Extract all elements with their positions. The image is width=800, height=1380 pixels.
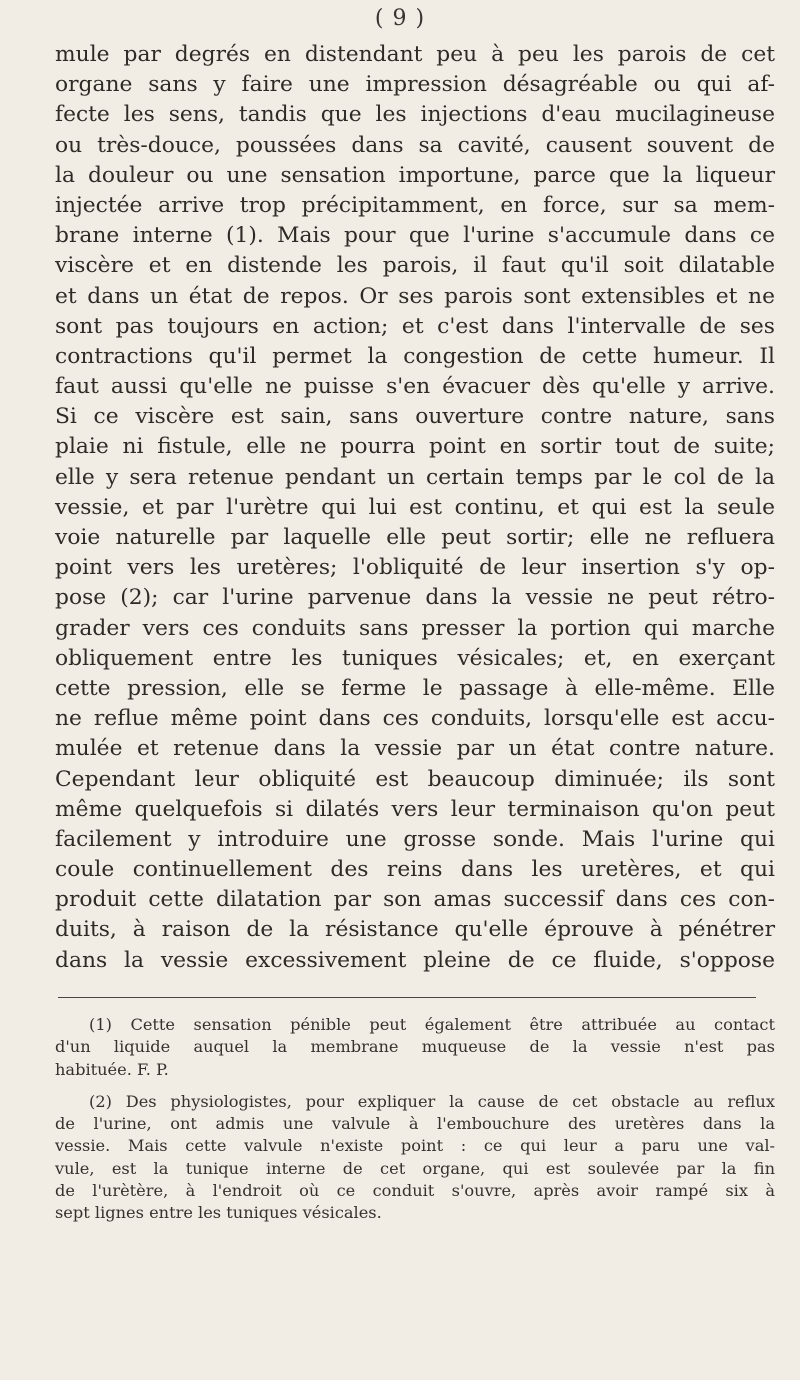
footnote-line: (1) Cette sensation pénible peut également être attribuée au contact [89, 1015, 775, 1034]
body-line: brane interne (1). Mais pour que l'urine s'accumule dans ce [55, 223, 775, 249]
page-number: ( 9 ) [374, 6, 426, 31]
body-line: viscère et en distende les parois, il faut qu'il soit dilatable [55, 253, 775, 279]
body-line: pose (2); car l'urine parvenue dans la vessie ne peut rétro- [55, 585, 775, 611]
body-line: fecte les sens, tandis que les injections d'eau mucilagineuse [55, 102, 775, 128]
body-line: et dans un état de repos. Or ses parois sont extensibles et ne [55, 283, 775, 309]
body-line: injectée arrive trop précipitamment, en force, sur sa mem- [55, 192, 775, 218]
body-line: obliquement entre les tuniques vésicales; et, en exerçant [55, 645, 775, 671]
body-line: même quelquefois si dilatés vers leur terminaison qu'on peut [55, 796, 775, 822]
body-line: Si ce viscère est sain, sans ouverture contre nature, sans [55, 404, 775, 430]
body-line: ne reflue même point dans ces conduits, lorsqu'elle est accu- [55, 706, 775, 732]
footnote-1 [55, 1014, 775, 1081]
footnote-line: vessie. Mais cette valvule n'existe point : ce qui leur a paru une val- [55, 1136, 775, 1156]
footnote-line: de l'urètère, à l'endroit où ce conduit s'ouvre, après avoir rampé six à [55, 1181, 775, 1201]
body-line: coule continuellement des reins dans les uretères, et qui [55, 857, 775, 883]
body-line: ou très-douce, poussées dans sa cavité, causent souvent de [55, 132, 775, 158]
body-line: facilement y introduire une grosse sonde. Mais l'urine qui [55, 826, 775, 852]
body-line: Cependant leur obliquité est beaucoup diminuée; ils sont [55, 766, 775, 792]
footnote-2 [55, 1091, 775, 1225]
footnote-divider [58, 997, 756, 998]
body-line: elle y sera retenue pendant un certain temps par le col de la [55, 464, 775, 490]
body-line: mule par degrés en distendant peu à peu les parois de cet [55, 42, 775, 67]
body-line: produit cette dilatation par son amas successif dans ces con- [55, 887, 775, 913]
body-line: voie naturelle par laquelle elle peut sortir; elle ne refluera [55, 525, 775, 550]
footnote-line: vule, est la tunique interne de cet organe, qui est soulevée par la fin [55, 1158, 775, 1178]
body-line: plaie ni fistule, elle ne pourra point en sortir tout de suite; [55, 434, 775, 460]
body-line: point vers les uretères; l'obliquité de leur insertion s'y op- [55, 555, 775, 581]
body-text [55, 40, 775, 976]
body-line: faut aussi qu'elle ne puisse s'en évacuer dès qu'elle y arrive. [55, 374, 775, 400]
footnote-line: habituée. F. P. [55, 1059, 169, 1079]
footnote-line: (2) Des physiologistes, pour expliquer la cause de cet obstacle au reflux [89, 1091, 775, 1111]
body-line: vessie, et par l'urètre qui lui est continu, et qui est la seule [55, 494, 775, 520]
footnote-line: de l'urine, ont admis une valvule à l'embouchure des uretères dans la [55, 1114, 775, 1134]
footnotes [55, 1014, 775, 1225]
body-line: contractions qu'il permet la congestion de cette humeur. Il [55, 343, 775, 369]
body-line: organe sans y faire une impression désagréable ou qui af- [55, 72, 775, 98]
footnote-line: sept lignes entre les tuniques vésicales. [55, 1203, 382, 1223]
body-line: dans la vessie excessivement pleine de ce fluide, s'oppose [55, 947, 775, 973]
body-line: grader vers ces conduits sans presser la portion qui marche [55, 615, 775, 641]
body-line: cette pression, elle se ferme le passage à elle-même. Elle [55, 675, 775, 701]
body-line: duits, à raison de la résistance qu'elle éprouve à pénétrer [55, 917, 775, 943]
body-line: la douleur ou une sensation importune, parce que la liqueur [55, 162, 775, 188]
body-line: mulée et retenue dans la vessie par un état contre nature. [55, 736, 775, 762]
footnote-line: d'un liquide auquel la membrane muqueuse de la vessie n'est pas [55, 1037, 775, 1057]
body-line: sont pas toujours en action; et c'est dans l'intervalle de ses [55, 313, 775, 339]
